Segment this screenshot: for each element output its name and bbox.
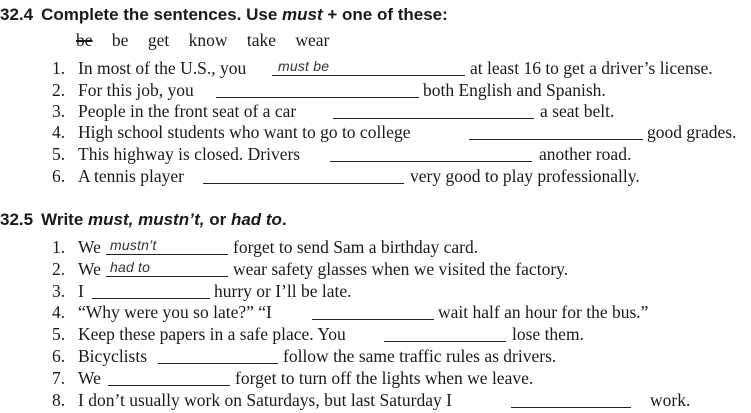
item-number: 6.: [52, 346, 66, 366]
sentence-start: This highway is closed. Drivers: [78, 144, 301, 164]
sentence-item: [52, 101, 751, 123]
instruction-text: Complete the sentences. Use: [41, 5, 283, 24]
sentence-item: [52, 390, 751, 412]
word-option: know: [188, 30, 228, 50]
item-number: 5.: [52, 144, 66, 164]
word-list: [76, 30, 344, 51]
answer-example: had to: [110, 259, 151, 275]
answer-blank[interactable]: [203, 183, 404, 184]
sentence-end: very good to play professionally.: [410, 166, 640, 186]
answer-blank[interactable]: [469, 139, 643, 140]
answer-blank[interactable]: [216, 97, 419, 98]
sentence-start: For this job, you: [78, 80, 194, 100]
exercise-32-4-heading: [0, 5, 448, 25]
sentence-end: wait half an hour for the bus.”: [438, 302, 649, 322]
item-number: 3.: [52, 281, 66, 301]
sentence-item: [52, 368, 751, 390]
answer-blank[interactable]: [384, 341, 506, 342]
item-number: 5.: [52, 324, 66, 344]
sentence-start: High school students who want to go to college: [78, 122, 411, 142]
instruction-text: or: [204, 210, 231, 229]
word-option: get: [147, 30, 170, 50]
item-number: 8.: [52, 390, 66, 410]
sentence-item: [52, 58, 751, 80]
sentence-start: A tennis player: [78, 166, 184, 186]
answer-blank[interactable]: [106, 276, 228, 277]
instruction-text: .: [281, 210, 287, 229]
sentence-end: at least 16 to get a driver’s license.: [470, 58, 713, 78]
answer-blank[interactable]: [158, 363, 278, 364]
sentence-item: [52, 302, 751, 324]
instruction-text: + one of these:: [322, 5, 448, 24]
sentence-start: I don’t usually work on Saturdays, but last Saturday I: [78, 390, 452, 410]
instruction-emphasis: must, mustn’t,: [88, 210, 205, 229]
item-number: 4.: [52, 302, 66, 322]
sentence-item: [52, 237, 751, 259]
sentence-start: Keep these papers in a safe place. You: [78, 324, 346, 344]
sentence-item: [52, 346, 751, 368]
sentence-end: hurry or I’ll be late.: [214, 281, 352, 301]
sentence-end: follow the same traffic rules as drivers.: [283, 346, 557, 366]
answer-blank[interactable]: [312, 319, 434, 320]
item-number: 7.: [52, 368, 66, 388]
answer-blank[interactable]: [108, 385, 230, 386]
exercise-number: 32.4: [0, 5, 34, 24]
answer-example: mustn’t: [110, 237, 157, 253]
sentence-end: lose them.: [512, 324, 584, 344]
sentence-end: good grades.: [647, 122, 737, 142]
sentence-item: [52, 122, 751, 144]
sentence-end: wear safety glasses when we visited the factory.: [233, 259, 569, 279]
answer-blank[interactable]: [511, 407, 631, 408]
answer-example: must be: [278, 58, 330, 74]
sentence-start: We: [78, 368, 101, 388]
sentence-start: “Why were you so late?” “I: [78, 302, 272, 322]
answer-blank[interactable]: [106, 254, 228, 255]
sentence-end: a seat belt.: [540, 101, 615, 121]
item-number: 2.: [52, 80, 66, 100]
sentence-start: People in the front seat of a car: [78, 101, 297, 121]
word-example-struck: be: [76, 30, 93, 50]
item-number: 1.: [52, 58, 66, 78]
instruction-text: Write: [41, 210, 89, 229]
item-number: 6.: [52, 166, 66, 186]
sentence-item: [52, 259, 751, 281]
sentence-end: work.: [650, 390, 691, 410]
sentence-item: [52, 144, 751, 166]
sentence-start: We: [78, 237, 101, 257]
item-number: 3.: [52, 101, 66, 121]
answer-blank[interactable]: [330, 161, 532, 162]
sentence-item: [52, 324, 751, 346]
answer-blank[interactable]: [333, 118, 534, 119]
instruction-emphasis: had to: [230, 210, 282, 229]
item-number: 1.: [52, 237, 66, 257]
sentence-end: another road.: [539, 144, 632, 164]
sentence-end: forget to turn off the lights when we leave.: [235, 368, 534, 388]
sentence-item: [52, 281, 751, 303]
answer-blank[interactable]: [92, 298, 210, 299]
exercise-32-5-heading: [0, 210, 287, 230]
instruction: [41, 210, 287, 229]
sentence-start: In most of the U.S., you: [78, 58, 247, 78]
item-number: 2.: [52, 259, 66, 279]
exercise-number: 32.5: [0, 210, 34, 229]
word-option: wear: [295, 30, 330, 50]
sentence-start: I: [78, 281, 84, 301]
answer-blank[interactable]: [272, 75, 465, 76]
sentence-start: We: [78, 259, 101, 279]
sentence-end: both English and Spanish.: [423, 80, 606, 100]
instruction-emphasis: must: [282, 5, 323, 24]
word-option: be: [111, 30, 129, 50]
item-number: 4.: [52, 122, 66, 142]
sentence-item: [52, 166, 751, 188]
sentence-item: [52, 80, 751, 102]
word-option: take: [246, 30, 276, 50]
instruction: [41, 5, 448, 24]
sentence-end: forget to send Sam a birthday card.: [233, 237, 479, 257]
sentence-start: Bicyclists: [78, 346, 148, 366]
